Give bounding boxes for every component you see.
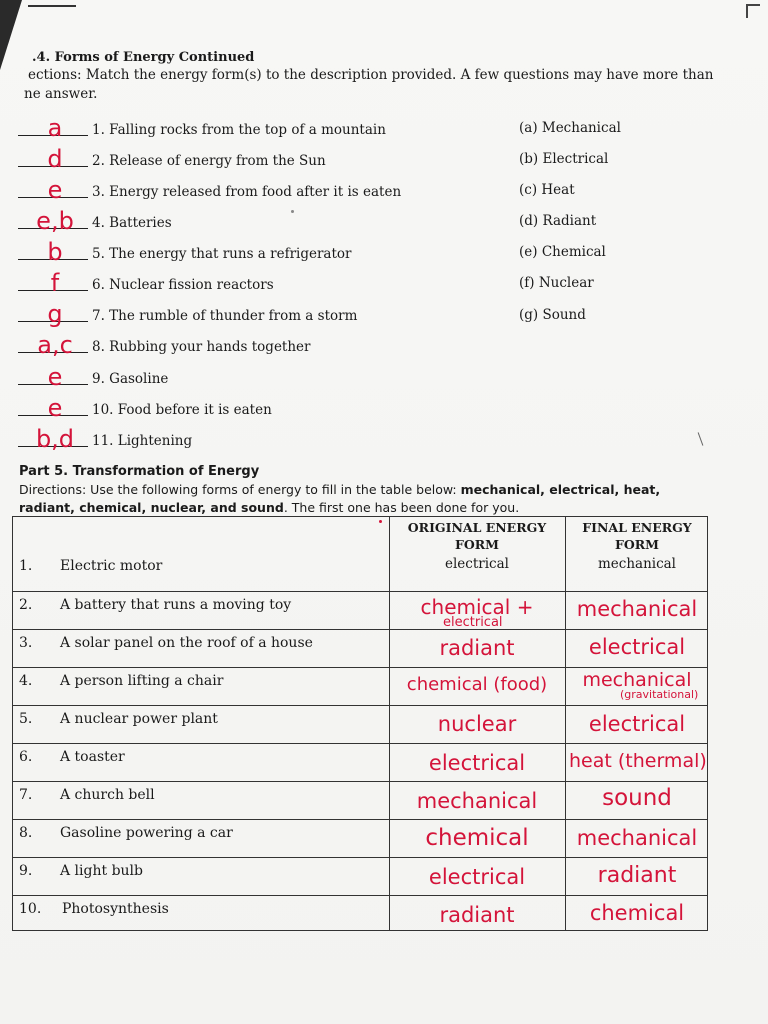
original-form: electrical xyxy=(428,751,526,775)
match-row xyxy=(18,394,478,422)
row-description: Photosynthesis xyxy=(62,901,169,917)
final-form: electrical xyxy=(588,712,686,736)
directions-line-2: ne answer. xyxy=(24,86,98,102)
final-form: mechanical xyxy=(576,597,698,621)
question-text: 4. Batteries xyxy=(92,215,172,231)
row-description: A toaster xyxy=(60,749,125,765)
col-header-final-line1: FINAL ENERGY xyxy=(582,520,692,535)
row-divider xyxy=(13,629,707,630)
row-divider xyxy=(13,591,707,592)
original-form: chemical + xyxy=(420,595,534,619)
match-row xyxy=(18,238,478,266)
handwritten-answer: e xyxy=(47,363,63,391)
question-text: 2. Release of energy from the Sun xyxy=(92,153,326,169)
stray-dot xyxy=(291,210,294,213)
question-text: 3. Energy released from food after it is eaten xyxy=(92,184,402,200)
match-row xyxy=(18,425,478,453)
question-text: 9. Gasoline xyxy=(92,371,169,387)
handwritten-answer: b xyxy=(47,238,63,266)
stray-mark xyxy=(698,432,704,445)
transformation-table xyxy=(12,516,708,931)
row-divider xyxy=(13,857,707,858)
match-row xyxy=(18,331,478,359)
final-form-sub: (gravitational) xyxy=(620,688,699,701)
match-row xyxy=(18,300,478,328)
row-number: 7. xyxy=(19,787,33,803)
match-row xyxy=(18,176,478,204)
handwritten-answer: d xyxy=(47,145,63,173)
row-description: A solar panel on the roof of a house xyxy=(60,635,313,651)
original-form: electrical xyxy=(428,865,526,889)
part5-dir-plain-2: . The first one has been done for you. xyxy=(283,500,520,515)
part5-dir-bold-2: radiant, chemical, nuclear, and sound xyxy=(19,500,284,515)
final-form: electrical xyxy=(588,635,686,659)
row-number: 8. xyxy=(19,825,33,841)
original-form: chemical xyxy=(425,825,529,851)
option-heat: (c) Heat xyxy=(519,182,575,198)
original-form: radiant xyxy=(439,636,515,660)
row-description: A church bell xyxy=(60,787,155,803)
final-form: mechanical xyxy=(576,826,698,850)
top-rule xyxy=(28,5,76,7)
handwritten-answer: e xyxy=(47,176,63,204)
handwritten-answer: a,c xyxy=(37,331,73,359)
handwritten-answer: f xyxy=(50,269,60,297)
handwritten-answer: a xyxy=(47,114,63,142)
row-number: 6. xyxy=(19,749,33,765)
question-text: 11. Lightening xyxy=(92,433,193,449)
row-description: Gasoline powering a car xyxy=(60,825,233,841)
handwritten-answer: b,d xyxy=(35,425,75,453)
corner-mark xyxy=(746,4,760,18)
final-form: sound xyxy=(602,785,672,811)
original-form-sub: electrical xyxy=(443,615,503,630)
question-text: 8. Rubbing your hands together xyxy=(92,339,311,355)
option-radiant: (d) Radiant xyxy=(519,213,597,229)
row-description: A light bulb xyxy=(60,863,143,879)
part5-directions xyxy=(19,481,739,517)
final-form: heat (thermal) xyxy=(569,750,707,772)
row-divider xyxy=(13,705,707,706)
row-number: 5. xyxy=(19,711,33,727)
col-header-original-line1: ORIGINAL ENERGY xyxy=(407,520,547,535)
match-row xyxy=(18,145,478,173)
question-text: 5. The energy that runs a refrigerator xyxy=(92,246,352,262)
handwritten-answer: g xyxy=(47,300,63,328)
final-form: mechanical xyxy=(582,669,692,691)
spacer xyxy=(13,525,389,526)
option-chemical: (e) Chemical xyxy=(519,244,606,260)
row-divider xyxy=(13,667,707,668)
part5-dir-bold-1: mechanical, electrical, heat, xyxy=(460,482,661,497)
row-description: A person lifting a chair xyxy=(60,673,224,689)
row-number: 9. xyxy=(19,863,33,879)
directions-line-1: ections: Match the energy form(s) to the description provided. A few questions may have more than xyxy=(28,67,714,83)
handwritten-answer: e xyxy=(47,394,63,422)
row-number: 1. xyxy=(19,558,33,574)
option-nuclear: (f) Nuclear xyxy=(519,275,594,291)
original-form: mechanical xyxy=(416,789,538,813)
match-row xyxy=(18,269,478,297)
row-divider xyxy=(13,781,707,782)
row-number: 3. xyxy=(19,635,33,651)
col-header-final-line2: FORM xyxy=(615,537,659,552)
row-description: A nuclear power plant xyxy=(60,711,218,727)
row-number: 2. xyxy=(19,597,33,613)
row-divider xyxy=(13,895,707,896)
final-form: chemical xyxy=(589,901,685,925)
original-form: radiant xyxy=(439,903,515,927)
col-header-final xyxy=(565,519,709,553)
final-form: mechanical xyxy=(597,556,677,572)
question-text: 7. The rumble of thunder from a storm xyxy=(92,308,358,324)
original-form: nuclear xyxy=(437,712,517,736)
part4-title: .4. Forms of Energy Continued xyxy=(32,50,255,65)
scan-shadow xyxy=(0,0,22,70)
part5-dir-plain-1: Directions: Use the following forms of energy to fill in the table below: xyxy=(19,482,461,497)
option-electrical: (b) Electrical xyxy=(519,151,609,167)
row-divider xyxy=(13,743,707,744)
option-sound: (g) Sound xyxy=(519,307,586,323)
row-number: 4. xyxy=(19,673,33,689)
row-divider xyxy=(13,819,707,820)
col-header-original xyxy=(389,519,565,553)
handwritten-answer: e,b xyxy=(36,207,74,235)
original-form: chemical (food) xyxy=(406,674,548,695)
final-form: radiant xyxy=(597,863,677,888)
part5-title: Part 5. Transformation of Energy xyxy=(19,464,260,479)
row-description: A battery that runs a moving toy xyxy=(60,597,292,613)
match-row xyxy=(18,114,478,142)
part4-directions xyxy=(24,66,728,104)
option-mechanical: (a) Mechanical xyxy=(519,120,621,136)
row-description: Electric motor xyxy=(60,558,163,574)
question-text: 6. Nuclear fission reactors xyxy=(92,277,274,293)
match-row xyxy=(18,207,478,235)
col-header-original-line2: FORM xyxy=(455,537,499,552)
question-text: 1. Falling rocks from the top of a mountain xyxy=(92,122,386,138)
row-number: 10. xyxy=(19,901,42,917)
question-text: 10. Food before it is eaten xyxy=(92,402,272,418)
match-row xyxy=(18,363,478,391)
original-form: electrical xyxy=(445,556,509,572)
